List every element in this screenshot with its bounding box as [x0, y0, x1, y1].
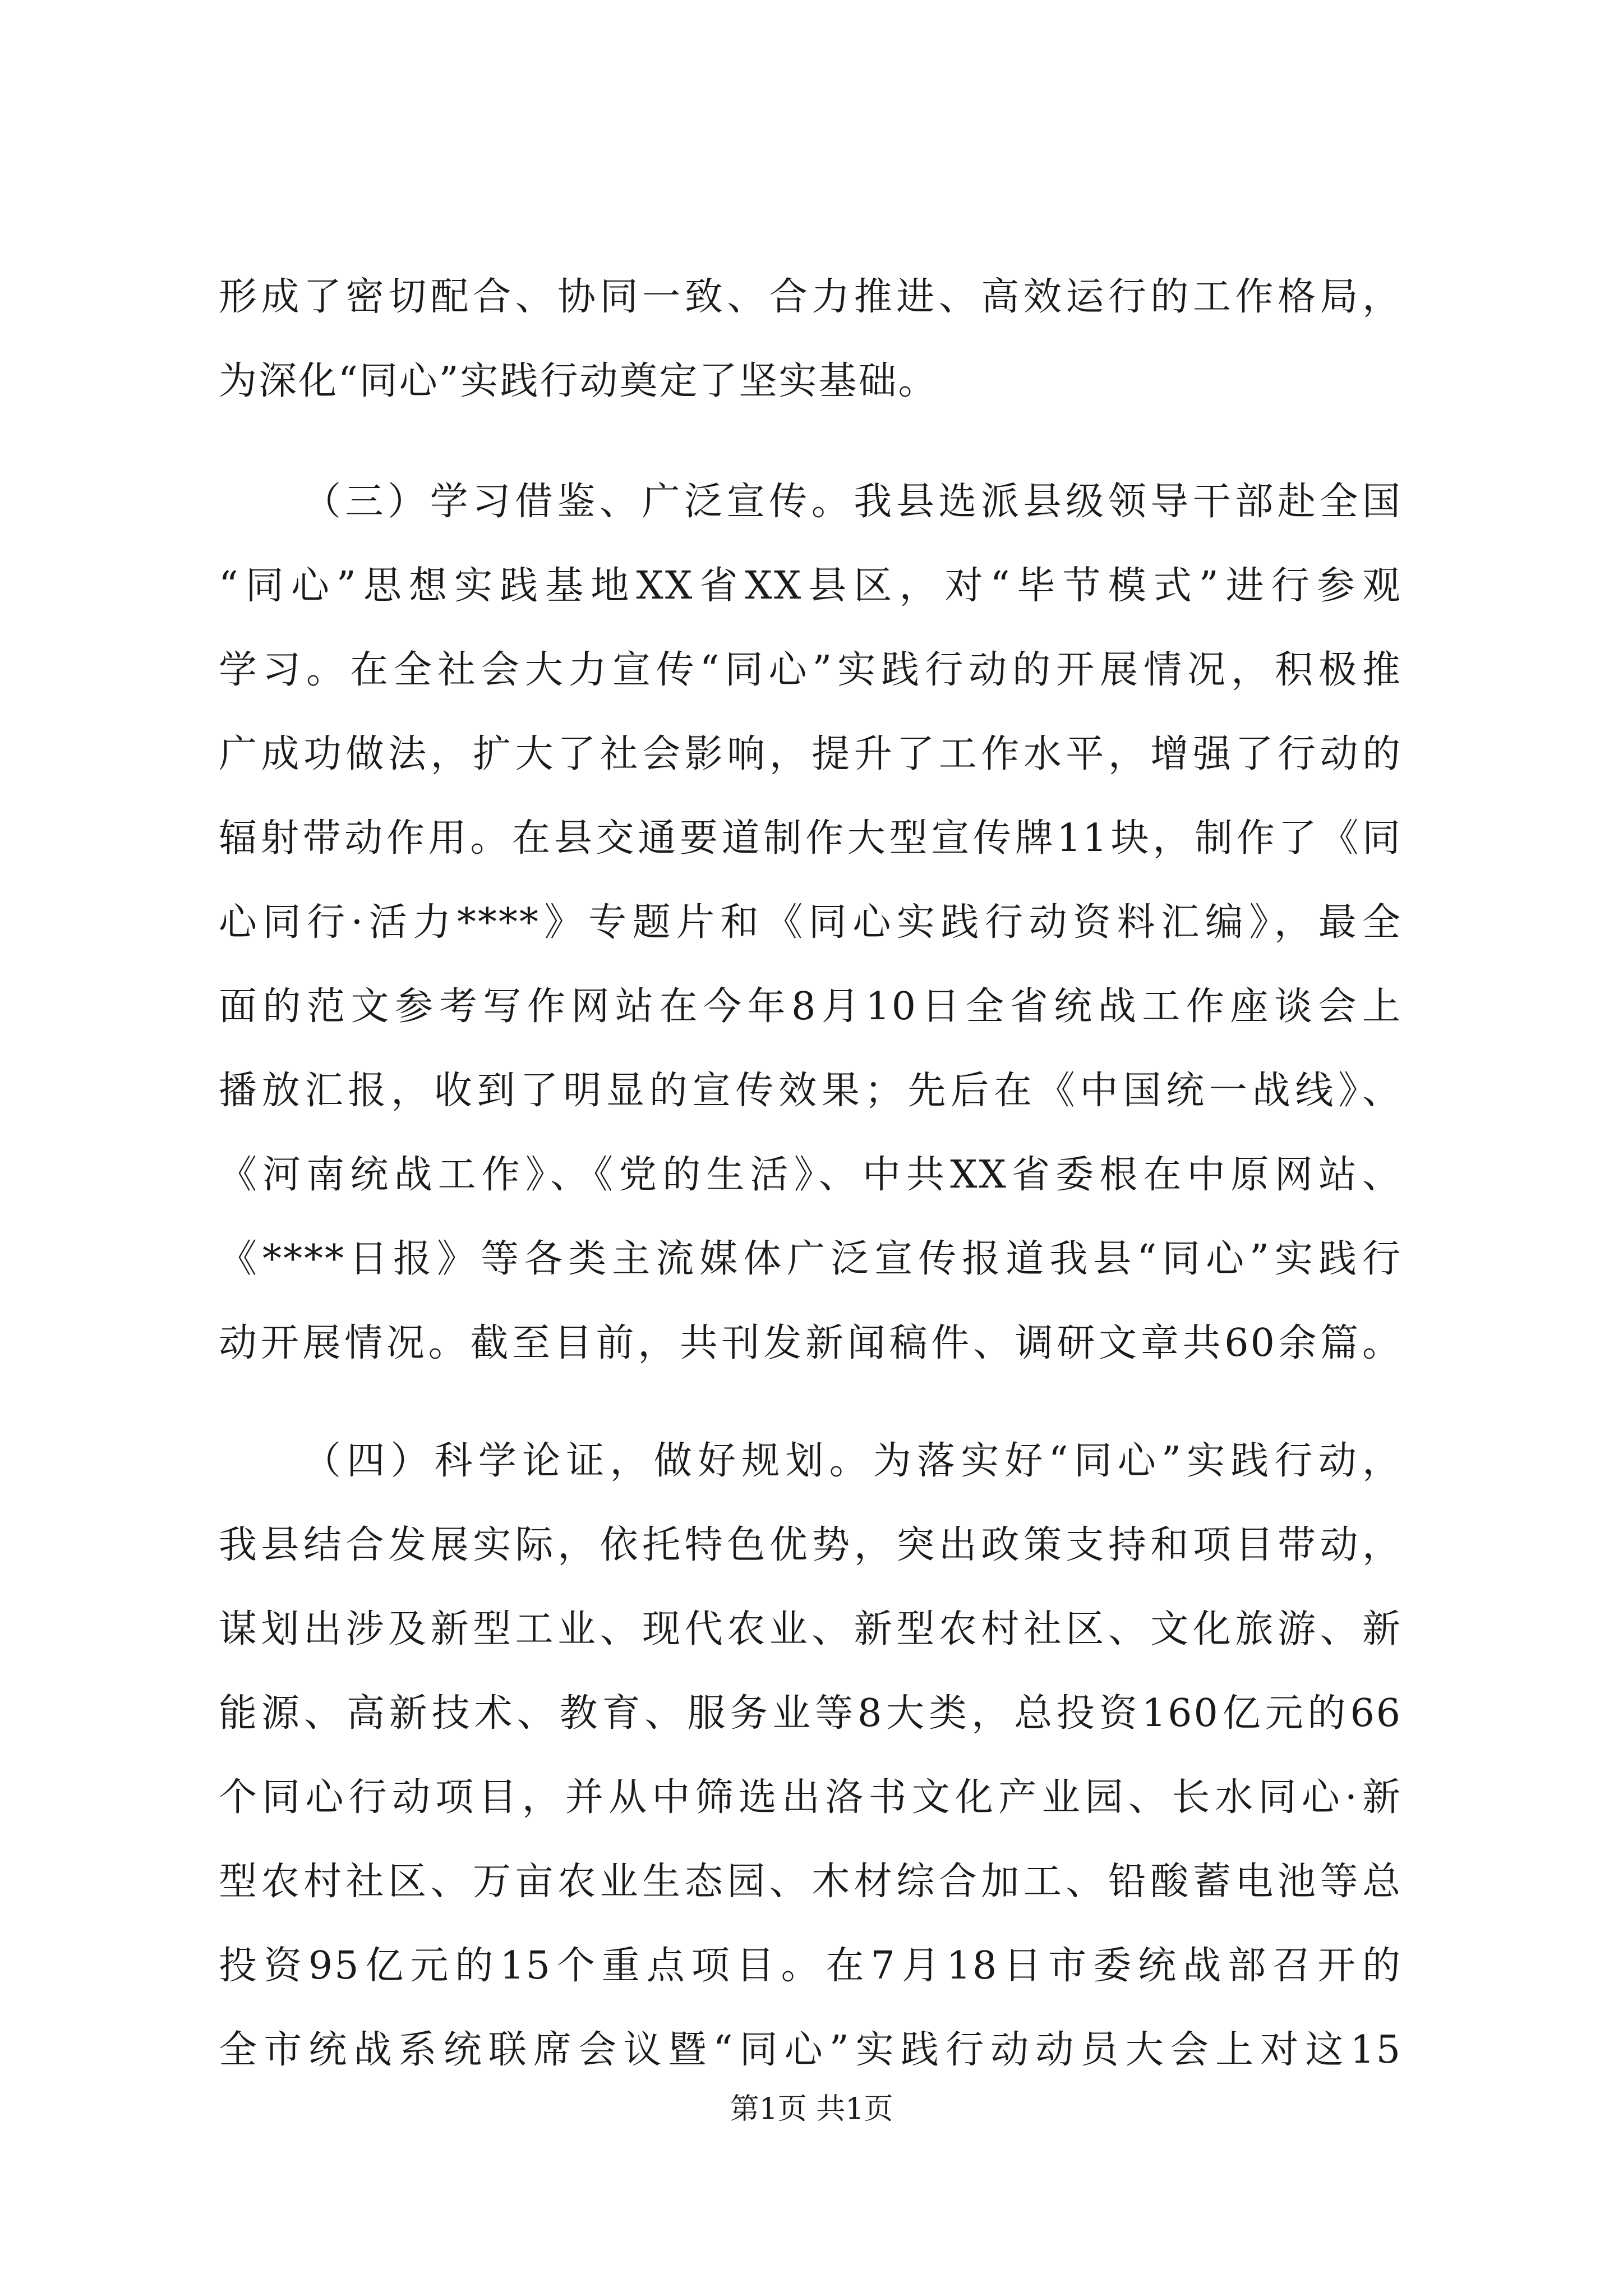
- paragraph-line: 投资95亿元的15个重点项目。在7月18日市委统战部召开的: [219, 1944, 1402, 1988]
- paragraph-line: 型农村社区、万亩农业生态园、木材综合加工、铅酸蓄电池等总: [219, 1860, 1402, 1904]
- paragraph-line: 《河南统战工作》、《党的生活》、中共XX省委根在中原网站、: [219, 1153, 1402, 1197]
- paragraph-line: 播放汇报，收到了明显的宣传效果；先后在《中国统一战线》、: [219, 1069, 1402, 1113]
- page-footer: 第1页 共1页: [730, 2092, 893, 2126]
- paragraph-line: 为深化“同心”实践行动奠定了坚实基础。: [219, 359, 938, 403]
- paragraph-line: 形成了密切配合、协同一致、合力推进、高效运行的工作格局，: [219, 275, 1402, 319]
- paragraph-line: 辐射带动作用。在县交通要道制作大型宣传牌11块，制作了《同: [219, 816, 1402, 861]
- paragraph-line: 全市统战系统联席会议暨“同心”实践行动动员大会上对这15: [219, 2028, 1402, 2072]
- paragraph-line: 能源、高新技术、教育、服务业等8大类，总投资160亿元的66: [219, 1691, 1402, 1736]
- paragraph-line: 心同行·活力****》专题片和《同心实践行动资料汇编》，最全: [219, 900, 1402, 945]
- paragraph-line: 学习。在全社会大力宣传“同心”实践行动的开展情况，积极推: [219, 648, 1402, 692]
- paragraph-line: 谋划出涉及新型工业、现代农业、新型农村社区、文化旅游、新: [219, 1607, 1402, 1651]
- paragraph-line: 广成功做法，扩大了社会影响，提升了工作水平，增强了行动的: [219, 732, 1402, 776]
- paragraph-line: 动开展情况。截至目前，共刊发新闻稿件、调研文章共60余篇。: [219, 1321, 1402, 1365]
- paragraph-line: （四）科学论证，做好规划。为落实好“同心”实践行动，: [303, 1439, 1402, 1483]
- paragraph-line: 我县结合发展实际，依托特色优势，突出政策支持和项目带动，: [219, 1523, 1402, 1567]
- paragraph-line: “同心”思想实践基地XX省XX县区，对“毕节模式”进行参观: [219, 564, 1402, 608]
- paragraph-line: 个同心行动项目，并从中筛选出洛书文化产业园、长水同心·新: [219, 1775, 1402, 1820]
- paragraph-line: （三）学习借鉴、广泛宣传。我县选派县级领导干部赴全国: [303, 480, 1402, 524]
- paragraph-line: 面的范文参考写作网站在今年8月10日全省统战工作座谈会上: [219, 984, 1402, 1029]
- paragraph-line: 《****日报》等各类主流媒体广泛宣传报道我县“同心”实践行: [219, 1237, 1402, 1281]
